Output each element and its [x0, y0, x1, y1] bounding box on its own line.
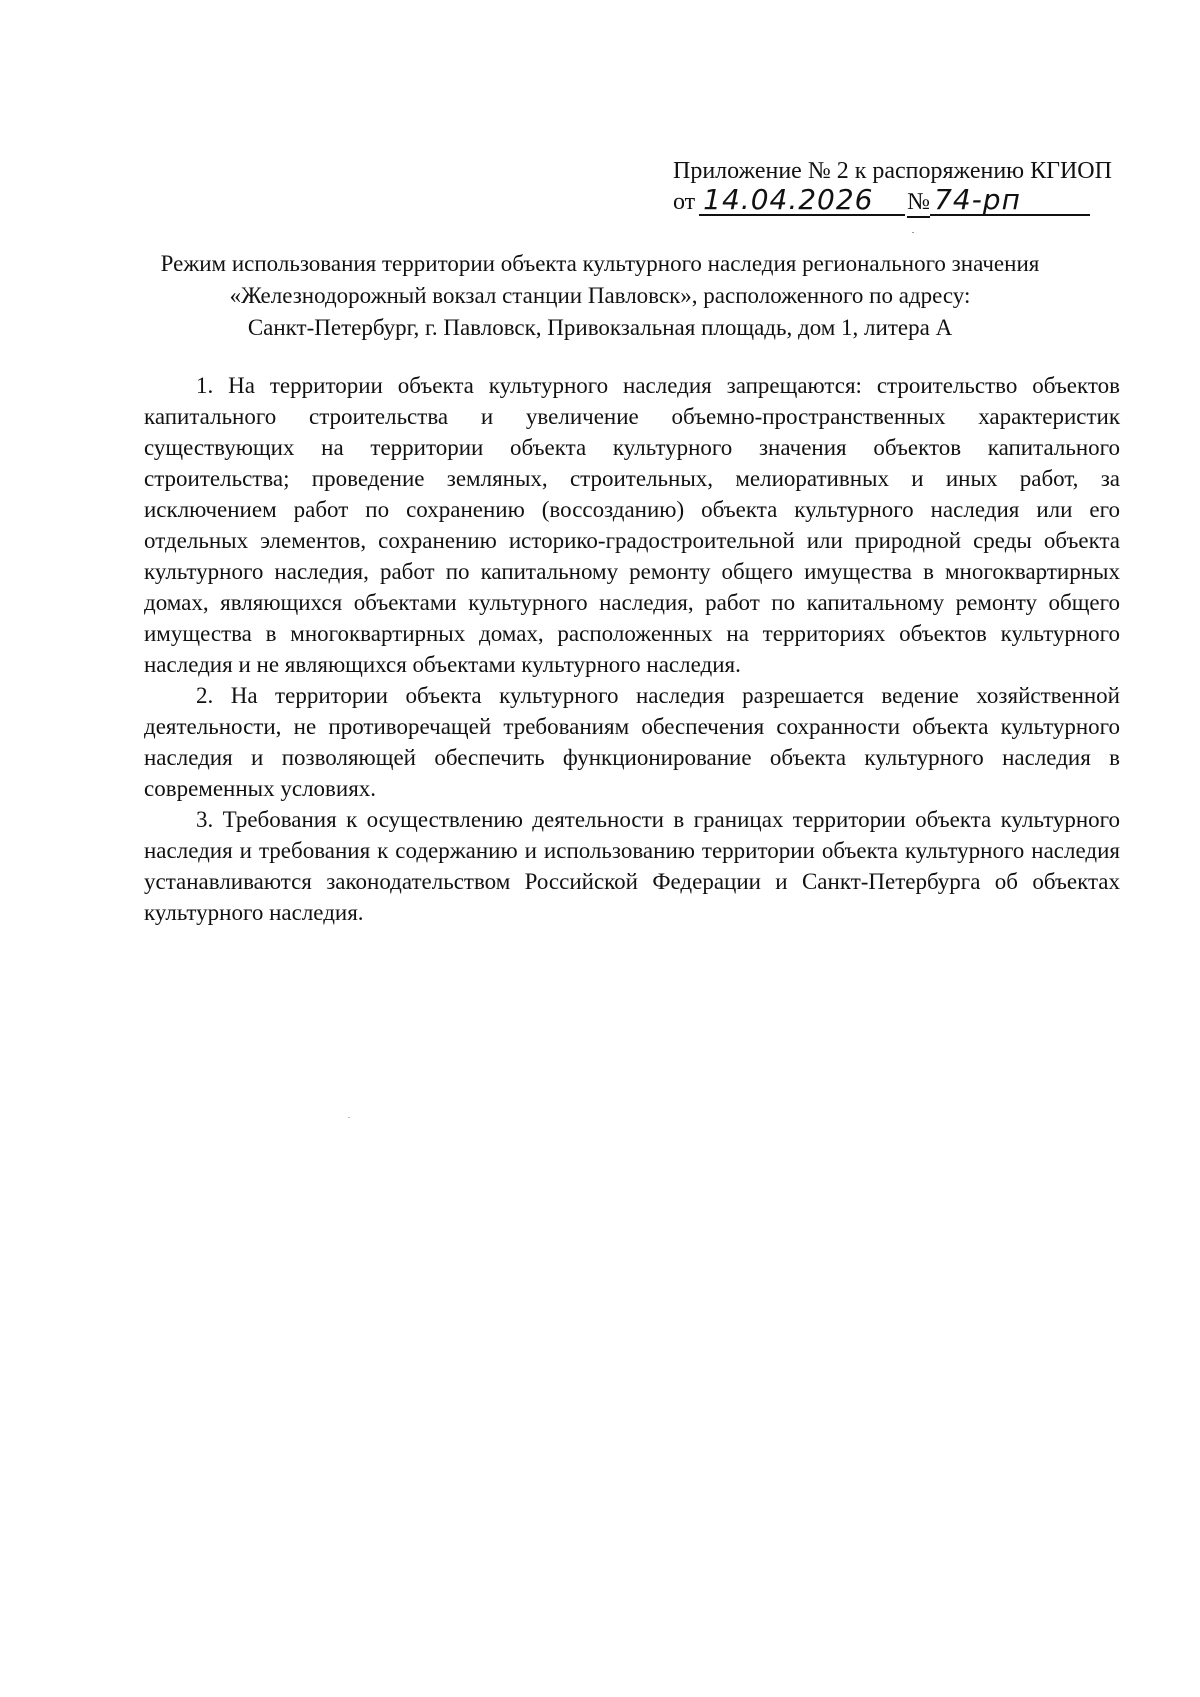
order-number-label: №	[907, 188, 930, 218]
order-date-handwritten: 14.04.2026	[699, 186, 905, 216]
appendix-header	[673, 156, 1133, 218]
title-line-1: Режим использования территории объекта культурного наследия регионального значения	[160, 251, 1040, 276]
appendix-line: Приложение № 2 к распоряжению КГИОП	[673, 158, 1112, 184]
order-date-prefix: от	[673, 189, 696, 215]
title-line-2: «Железнодорожный вокзал станции Павловск», расположенного по адресу:	[229, 283, 971, 308]
scan-speck	[912, 232, 914, 233]
order-number-handwritten: 74-рп	[930, 186, 1090, 216]
paragraph-2: 2. На территории объекта культурного наследия разрешается ведение хозяйственной деятельности, не противоречащей требованиям обеспечения сохранности объекта культурного наследия и позволяющей обеспечить функционирование объекта культурного наследия в современных условиях.	[144, 683, 1120, 801]
document-title	[130, 248, 1070, 344]
document-body	[144, 370, 1120, 928]
paragraph-3: 3. Требования к осуществлению деятельности в границах территории объекта культурного наследия и требования к содержанию и использованию территории объекта культурного наследия устанавливаются законодательством Российской Федерации и Санкт-Петербурга об объектах культурного наследия.	[144, 807, 1120, 925]
paragraph-1: 1. На территории объекта культурного наследия запрещаются: строительство объектов капитального строительства и увеличение объемно-пространственных характеристик существующих на территории объекта культурного значения объектов капитального строительства; проведение земляных, строительных, мелиоративных и иных работ, за исключением работ по сохранению (воссозданию) объекта культурного наследия или его отдельных элементов, сохранению историко-градостроительной или природной среды объекта культурного наследия, работ по капитальному ремонту общего имущества в многоквартирных домах, являющихся объектами культурного наследия, работ по капитальному ремонту общего имущества в многоквартирных домах, расположенных на территориях объектов культурного наследия и не являющихся объектами культурного наследия.	[144, 373, 1120, 677]
title-line-3: Санкт-Петербург, г. Павловск, Привокзальная площадь, дом 1, литера А	[247, 315, 953, 340]
scan-speck	[348, 1117, 350, 1118]
order-line	[673, 183, 1133, 218]
